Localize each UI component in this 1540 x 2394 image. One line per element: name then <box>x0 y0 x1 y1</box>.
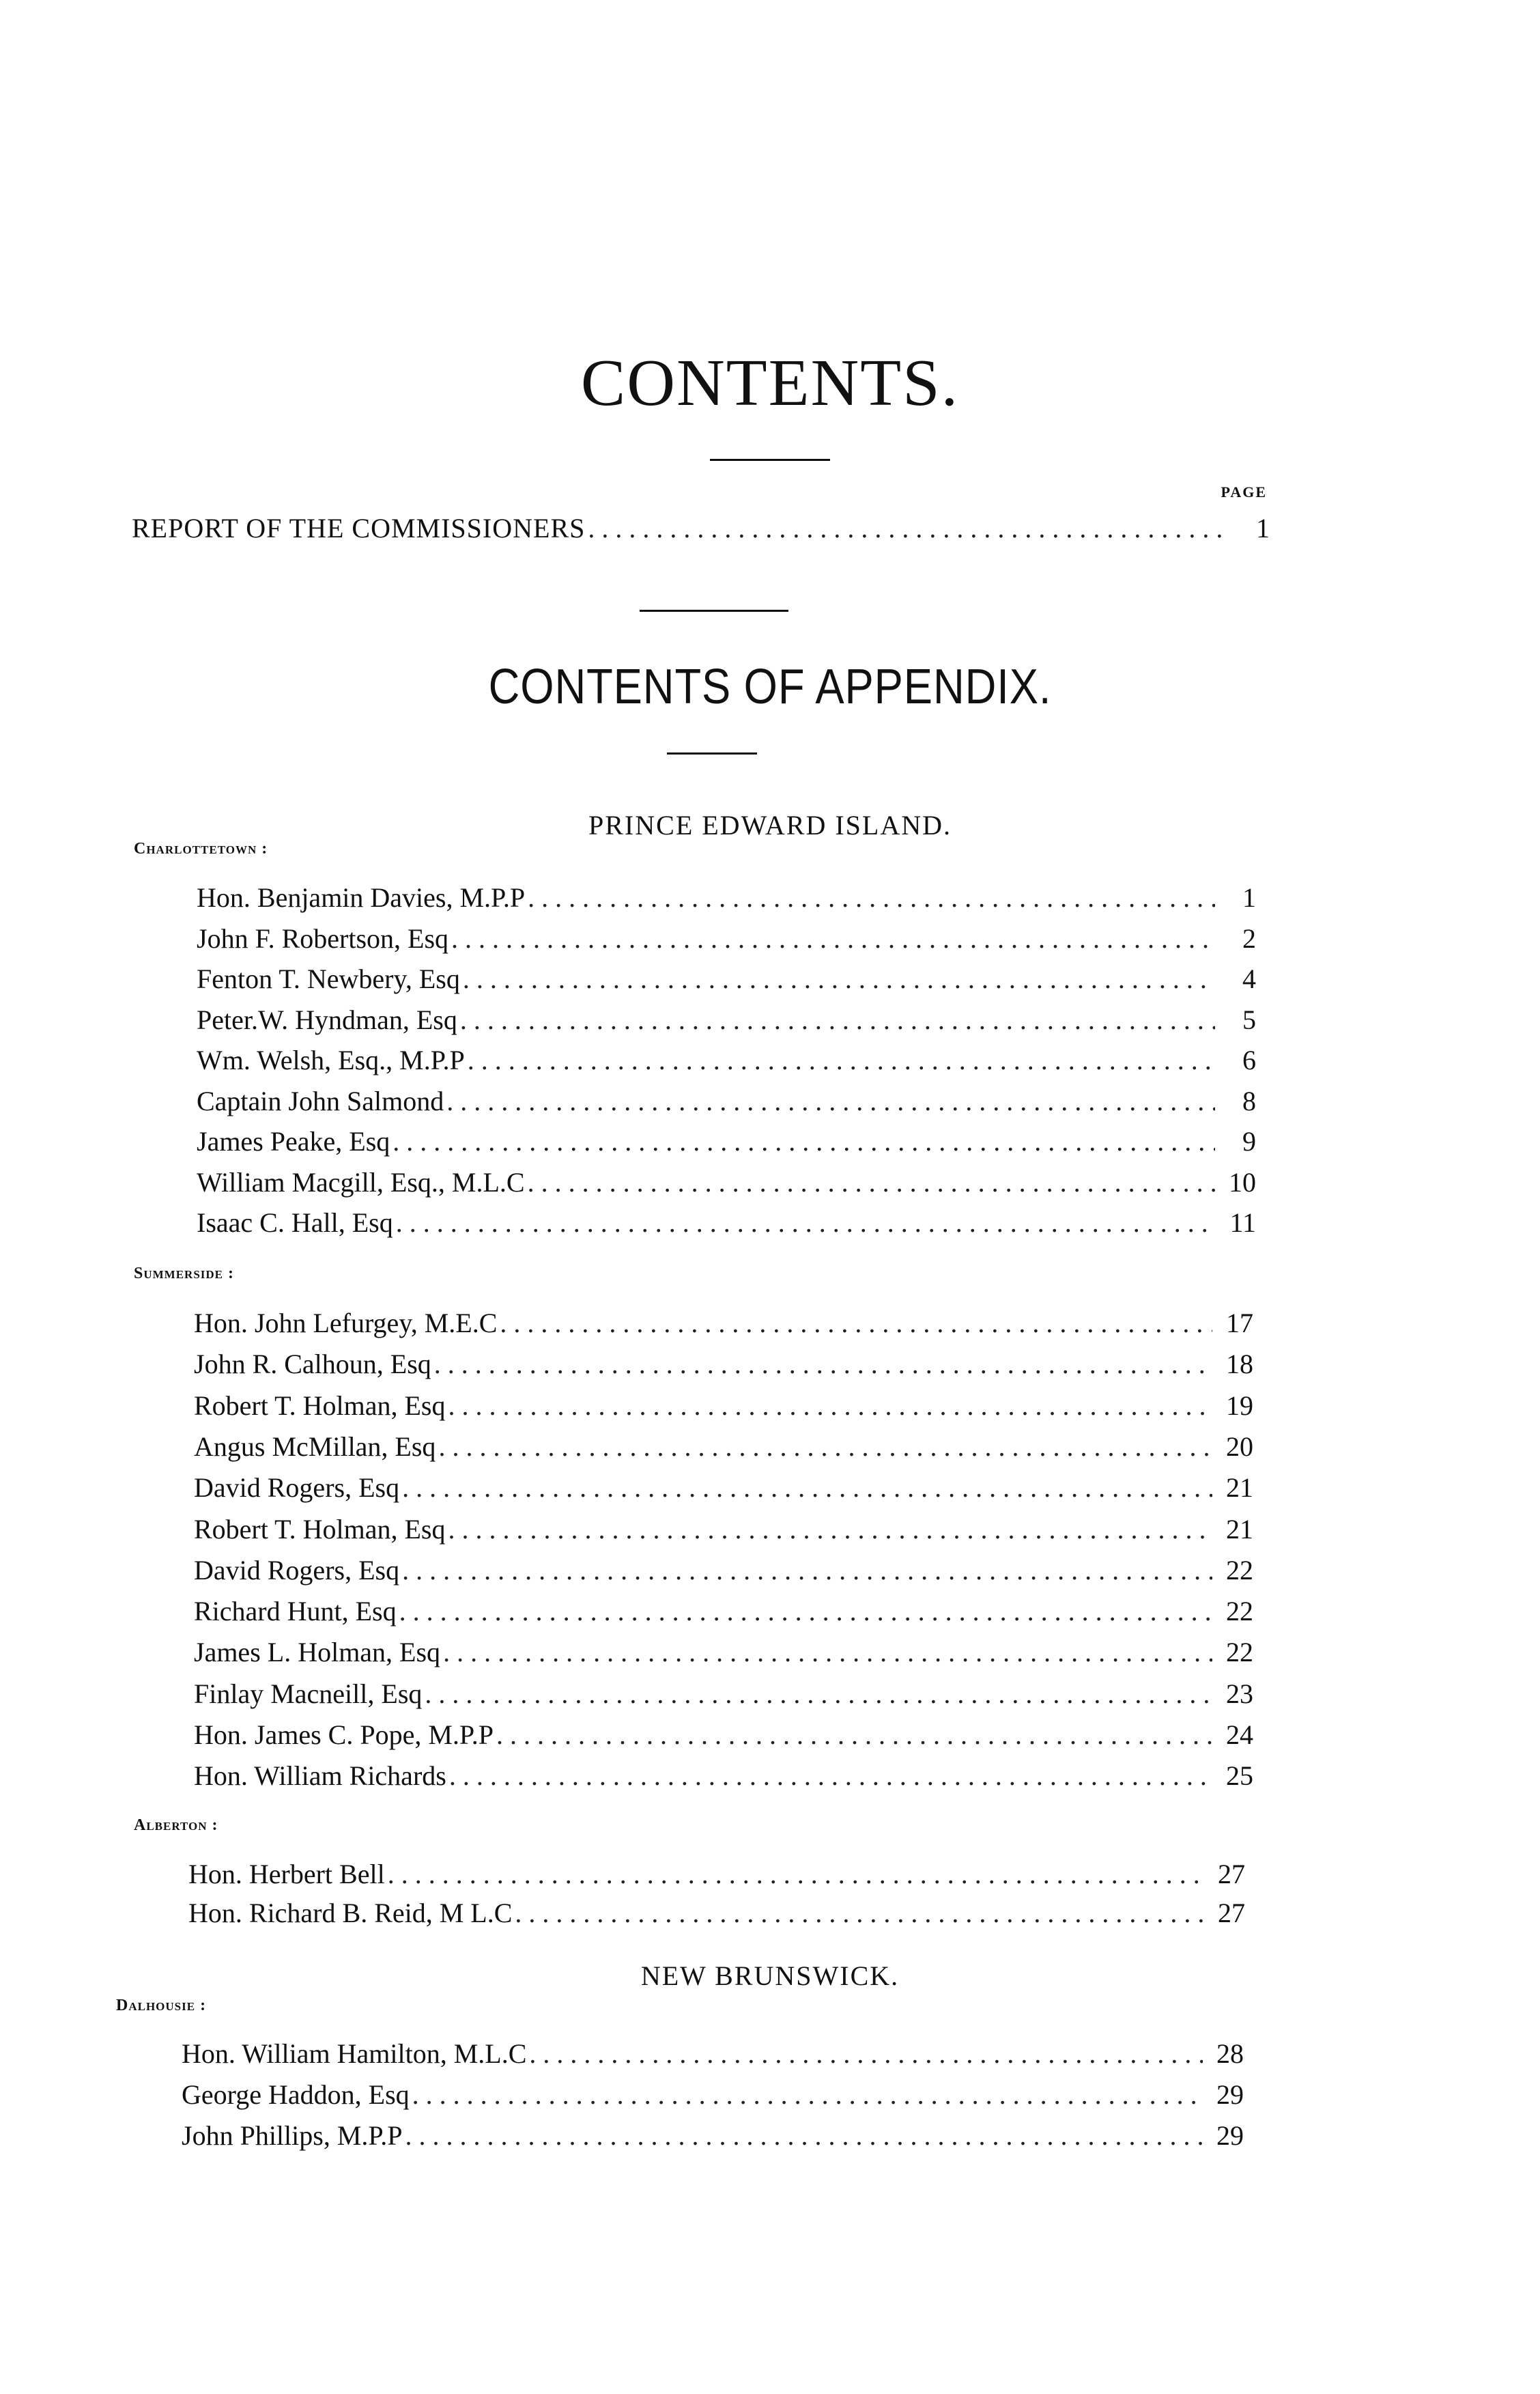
place-name: Alberton : <box>134 1816 218 1834</box>
leader-dots <box>438 1433 1212 1461</box>
toc-entry <box>194 1639 1253 1666</box>
toc-entry <box>197 1085 1256 1116</box>
toc-entry <box>194 1351 1253 1378</box>
toc-entry <box>194 1433 1253 1461</box>
entry-page-number: 19 <box>1226 1390 1253 1421</box>
entry-label: Hon. Herbert Bell <box>188 1859 385 1889</box>
toc-entry <box>188 1861 1245 1888</box>
entry-label: Wm. Welsh, Esq., M.P.P <box>197 1045 465 1075</box>
entry-label: Robert T. Holman, Esq <box>194 1513 446 1545</box>
toc-entry <box>182 2040 1244 2068</box>
entry-page-number: 27 <box>1218 1898 1245 1928</box>
section-title: NEW BRUNSWICK. <box>640 1960 900 1991</box>
leader-dots <box>451 925 1215 953</box>
entry-label: Captain John Salmond <box>197 1085 444 1116</box>
leader-dots <box>412 2081 1203 2109</box>
leader-dots <box>460 1006 1215 1034</box>
toc-entry <box>197 963 1256 994</box>
toc-entry <box>197 1006 1256 1034</box>
toc-entry <box>197 1047 1256 1074</box>
leader-dots <box>393 1128 1215 1155</box>
section-rule <box>640 610 788 612</box>
leader-dots <box>388 1861 1204 1888</box>
entry-label: John Phillips, M.P.P <box>182 2120 403 2151</box>
entry-page-number: 22 <box>1226 1637 1253 1668</box>
leader-dots <box>396 1209 1215 1237</box>
toc-entry <box>194 1310 1253 1337</box>
leader-dots <box>402 1474 1212 1502</box>
entry-page-number: 2 <box>1242 923 1256 954</box>
entry-page-number: 6 <box>1242 1045 1256 1075</box>
toc-entry <box>194 1554 1253 1586</box>
entry-page-number: 9 <box>1242 1126 1256 1157</box>
entry-page-number: 10 <box>1229 1166 1256 1198</box>
toc-entry <box>194 1474 1253 1502</box>
toc-entry <box>197 1128 1256 1155</box>
leader-dots <box>405 2122 1203 2150</box>
entry-page-number: 5 <box>1242 1004 1256 1035</box>
place-name: Charlottetown : <box>134 840 268 858</box>
page-column-label: PAGE <box>1221 483 1267 501</box>
entry-label: Richard Hunt, Esq <box>194 1596 397 1627</box>
toc-entry <box>194 1598 1253 1625</box>
toc-entry <box>188 1900 1245 1927</box>
place-name: Summerside : <box>134 1265 235 1282</box>
leader-dots <box>399 1598 1212 1625</box>
entry-page-number: 20 <box>1226 1431 1253 1462</box>
toc-entry <box>194 1513 1253 1545</box>
leader-dots <box>402 1557 1212 1584</box>
leader-dots <box>434 1351 1212 1378</box>
toc-entry <box>194 1680 1253 1708</box>
entry-label: John F. Robertson, Esq <box>197 923 449 954</box>
toc-entry <box>197 884 1256 912</box>
entry-page-number: 8 <box>1242 1085 1256 1116</box>
place-heading <box>116 1997 206 2015</box>
toc-entry <box>197 1209 1256 1237</box>
entry-page-number: 21 <box>1226 1472 1253 1504</box>
leader-dots <box>496 1721 1212 1749</box>
toc-entry <box>194 1762 1253 1790</box>
leader-dots <box>446 1088 1215 1115</box>
leader-dots <box>500 1310 1212 1337</box>
entry-page-number: 29 <box>1216 2120 1244 2151</box>
leader-dots <box>448 1516 1212 1543</box>
entry-page-number: 11 <box>1229 1207 1256 1238</box>
entry-label: Hon. Benjamin Davies, M.P.P <box>197 882 526 913</box>
toc-entry <box>182 2122 1244 2150</box>
appendix-title: CONTENTS OF APPENDIX. <box>488 660 1052 714</box>
entry-label: Hon. William Richards <box>194 1760 446 1792</box>
section-title: PRINCE EDWARD ISLAND. <box>588 810 952 841</box>
entry-page-number: 25 <box>1226 1760 1253 1792</box>
toc-entry <box>197 1166 1256 1198</box>
title-rule <box>710 459 830 461</box>
entry-page-number: 17 <box>1226 1308 1253 1338</box>
toc-entry <box>182 2081 1244 2109</box>
leader-dots <box>449 1762 1212 1790</box>
leader-dots <box>529 2040 1203 2068</box>
appendix-rule <box>667 752 757 755</box>
entry-label: John R. Calhoun, Esq <box>194 1349 431 1380</box>
entry-page-number: 28 <box>1216 2038 1244 2069</box>
place-heading <box>134 1816 218 1835</box>
leader-dots <box>515 1900 1204 1927</box>
entry-label: William Macgill, Esq., M.L.C <box>197 1166 525 1198</box>
entry-label: Hon. John Lefurgey, M.E.C <box>194 1308 498 1338</box>
leader-dots <box>528 1169 1215 1196</box>
entry-label: REPORT OF THE COMMISSIONERS <box>132 513 586 544</box>
leader-dots <box>528 884 1215 912</box>
entry-label: David Rogers, Esq <box>194 1472 400 1504</box>
entry-page-number: 18 <box>1226 1349 1253 1380</box>
entry-label: Fenton T. Newbery, Esq <box>197 963 460 994</box>
leader-dots <box>448 1392 1212 1420</box>
entry-label: Peter.W. Hyndman, Esq <box>197 1004 457 1035</box>
report-entry <box>132 515 1270 542</box>
entry-label: Hon. James C. Pope, M.P.P <box>194 1719 494 1750</box>
toc-entry <box>194 1392 1253 1420</box>
entry-label: Robert T. Holman, Esq <box>194 1390 446 1421</box>
leader-dots <box>443 1639 1212 1666</box>
entry-label: James Peake, Esq <box>197 1126 390 1157</box>
entry-page-number: 21 <box>1226 1513 1253 1545</box>
entry-page-number: 24 <box>1226 1719 1253 1750</box>
entry-page-number: 23 <box>1226 1678 1253 1709</box>
toc-entry <box>197 925 1256 953</box>
entry-page-number: 29 <box>1216 2079 1244 2110</box>
entry-label: Finlay Macneill, Esq <box>194 1678 423 1709</box>
entry-label: James L. Holman, Esq <box>194 1637 441 1668</box>
entry-label: Isaac C. Hall, Esq <box>197 1207 393 1238</box>
leader-dots <box>425 1680 1212 1708</box>
entry-label: Hon. Richard B. Reid, M L.C <box>188 1898 513 1928</box>
place-heading <box>134 840 268 858</box>
entry-page-number: 4 <box>1242 963 1256 994</box>
leader-dots <box>588 515 1229 542</box>
entry-label: George Haddon, Esq <box>182 2079 410 2110</box>
entry-page-number: 22 <box>1226 1596 1253 1627</box>
entry-label: Angus McMillan, Esq <box>194 1431 436 1462</box>
entry-page-number: 27 <box>1218 1859 1245 1889</box>
entry-label: David Rogers, Esq <box>194 1554 400 1586</box>
entry-page-number: 1 <box>1242 882 1256 913</box>
entry-page-number: 1 <box>1256 513 1270 544</box>
place-name: Dalhousie : <box>116 1997 207 2014</box>
leader-dots <box>468 1047 1215 1074</box>
toc-entry <box>194 1721 1253 1749</box>
entry-page-number: 22 <box>1226 1554 1253 1586</box>
leader-dots <box>463 966 1215 993</box>
entry-label: Hon. William Hamilton, M.L.C <box>182 2038 527 2069</box>
place-heading <box>134 1265 234 1283</box>
page-title: CONTENTS. <box>580 346 960 420</box>
